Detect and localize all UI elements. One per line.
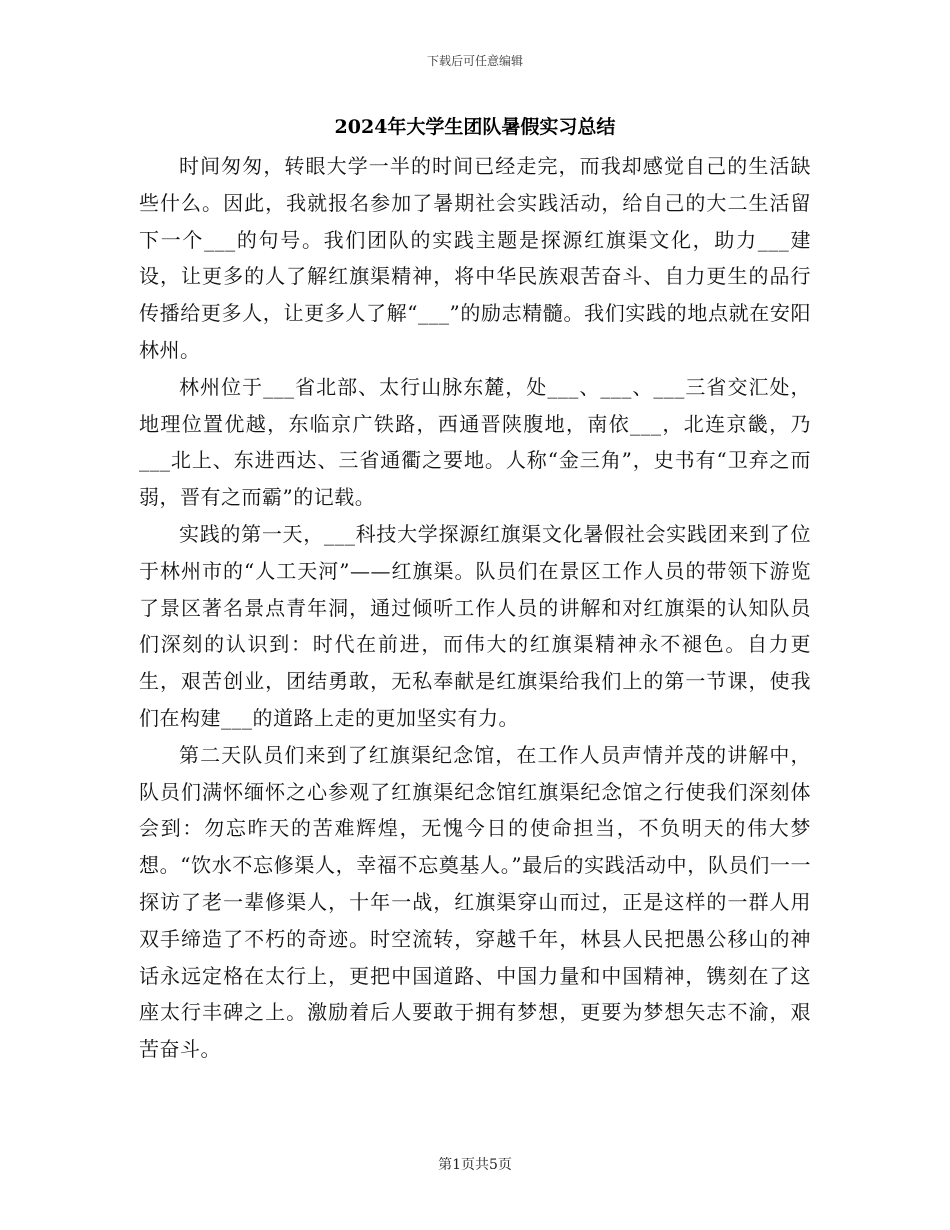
document-title: 2024年大学生团队暑假实习总结 xyxy=(334,116,616,138)
paragraph-linzhou: 林州位于___省北部、太行山脉东麓，处___、___、___三省交汇处，地理位置优越，东临京广铁路，西通晋陕腹地，南依___，北连京畿，乃___北上、东进西达、三省通衢之要地。人称“金三角”，史书有“卫弃之而弱，晋有之而霸”的记载。 xyxy=(139,374,811,510)
paragraph-day-two: 第二天队员们来到了红旗渠纪念馆，在工作人员声情并茂的讲解中，队员们满怀缅怀之心参观了红旗渠纪念馆红旗渠纪念馆之行使我们深刻体会到：勿忘昨天的苦难辉煌，无愧今日的使命担当，不负明天的伟大梦想。“饮水不忘修渠人，幸福不忘奠基人。”最后的实践活动中，队员们一一探访了老一辈修渠人，十年一战，红旗渠穿山而过，正是这样的一群人用双手缔造了不朽的奇迹。时空流转，穿越千年，林县人民把愚公移山的神话永远定格在太行上，更把中国道路、中国力量和中国精神，镌刻在了这座太行丰碑之上。激励着后人要敢于拥有梦想，更要为梦想矢志不渝，艰苦奋斗。 xyxy=(139,742,811,1062)
paragraph-intro: 时间匆匆，转眼大学一半的时间已经走完，而我却感觉自己的生活缺些什么。因此，我就报名参加了暑期社会实践活动，给自己的大二生活留下一个___的句号。我们团队的实践主题是探源红旗渠文化，助力___建设，让更多的人了解红旗渠精神，将中华民族艰苦奋斗、自力更生的品行传播给更多人，让更多人了解“___”的励志精髓。我们实践的地点就在安阳林州。 xyxy=(139,154,811,362)
paragraph-day-one: 实践的第一天，___科技大学探源红旗渠文化暑假社会实践团来到了位于林州市的“人工天河”——红旗渠。队员们在景区工作人员的带领下游览了景区著名景点青年洞，通过倾听工作人员的讲解和对红旗渠的认知队员们深刻的认识到：时代在前进，而伟大的红旗渠精神永不褪色。自力更生，艰苦创业，团结勇敢，无私奉献是红旗渠给我们上的第一节课，使我们在构建___的道路上走的更加坚实有力。 xyxy=(139,521,811,730)
document-body xyxy=(139,148,811,1068)
page-number: 第1页共5页 xyxy=(438,1157,512,1173)
header-note: 下载后可任意编辑 xyxy=(426,54,523,68)
